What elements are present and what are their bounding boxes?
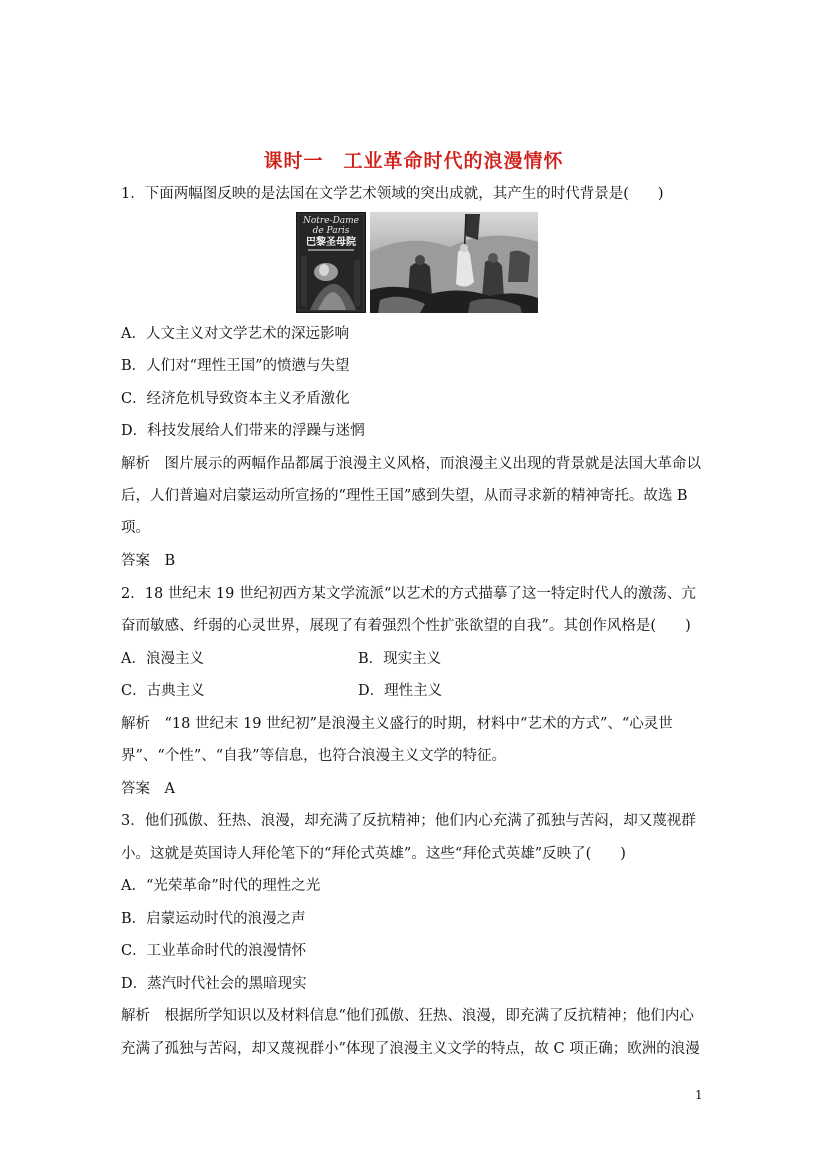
q2-option-b: B．现实主义 <box>358 651 442 667</box>
q2-option-c: C．古典主义 <box>121 683 205 699</box>
q3-stem-line-2: 小。这就是英国诗人拜伦笔下的“拜伦式英雄”。这些“拜伦式英雄”反映了( ) <box>121 846 626 862</box>
page-number: 1 <box>695 1088 703 1102</box>
book-cover-title-line2: de Paris <box>312 226 350 236</box>
book-cover-title-line1: Notre-Dame <box>302 216 360 226</box>
liberty-leading-the-people-image <box>370 212 538 313</box>
q1-stem: 1．下面两幅图反映的是法国在文学艺术领域的突出成就，其产生的时代背景是( ) <box>121 186 664 202</box>
q2-option-a: A．浪漫主义 <box>121 651 204 667</box>
q2-analysis-line-2: 界”、“个性”、“自我”等信息，也符合浪漫主义文学的特征。 <box>121 748 507 764</box>
q1-analysis-line-3: 项。 <box>121 520 150 536</box>
notre-dame-book-cover-image <box>296 212 366 313</box>
q1-option-a: A．人文主义对文学艺术的深远影响 <box>121 326 349 342</box>
q1-option-b: B．人们对“理性王国”的愤懑与失望 <box>121 358 350 374</box>
q3-analysis-line-2: 充满了孤独与苦闷，却又蔑视群小”体现了浪漫主义文学的特点，故 C 项正确；欧洲的浪漫 <box>121 1041 700 1057</box>
q1-analysis-line-2: 后，人们普遍对启蒙运动所宣扬的“理性王国”感到失望，从而寻求新的精神寄托。故选 B <box>121 488 688 504</box>
q1-option-c: C．经济危机导致资本主义矛盾激化 <box>121 391 350 407</box>
q3-option-d: D．蒸汽时代社会的黑暗现实 <box>121 976 307 992</box>
page-title: 课时一 工业革命时代的浪漫情怀 <box>263 150 564 172</box>
q1-option-d: D．科技发展给人们带来的浮躁与迷惘 <box>121 423 365 439</box>
q3-option-b: B．启蒙运动时代的浪漫之声 <box>121 911 306 927</box>
book-cover-title-cn: 巴黎圣母院 <box>306 237 356 248</box>
q3-option-a: A．“光荣革命”时代的理性之光 <box>121 878 321 894</box>
q1-analysis-line-1: 解析 图片展示的两幅作品都属于浪漫主义风格，而浪漫主义出现的背景就是法国大革命以 <box>121 456 701 472</box>
q2-stem-line-1: 2．18 世纪末 19 世纪初西方某文学流派“以艺术的方式描摹了这一特定时代人的激荡、亢 <box>121 586 696 602</box>
q2-analysis-line-1: 解析 “18 世纪末 19 世纪初”是浪漫主义盛行的时期，材料中“艺术的方式”、“心灵世 <box>121 716 673 732</box>
q3-option-c: C．工业革命时代的浪漫情怀 <box>121 943 307 959</box>
q2-stem-line-2: 奋而敏感、纤弱的心灵世界，展现了有着强烈个性扩张欲望的自我”。其创作风格是( ) <box>121 618 691 634</box>
q1-answer: 答案 B <box>121 553 176 569</box>
q3-analysis-line-1: 解析 根据所学知识以及材料信息“他们孤傲、狂热、浪漫，即充满了反抗精神；他们内心 <box>121 1008 694 1024</box>
q2-answer: 答案 A <box>121 781 175 797</box>
q3-stem-line-1: 3．他们孤傲、狂热、浪漫，却充满了反抗精神；他们内心充满了孤独与苦闷，却又蔑视群 <box>121 813 696 829</box>
q2-option-d: D．理性主义 <box>358 683 443 699</box>
